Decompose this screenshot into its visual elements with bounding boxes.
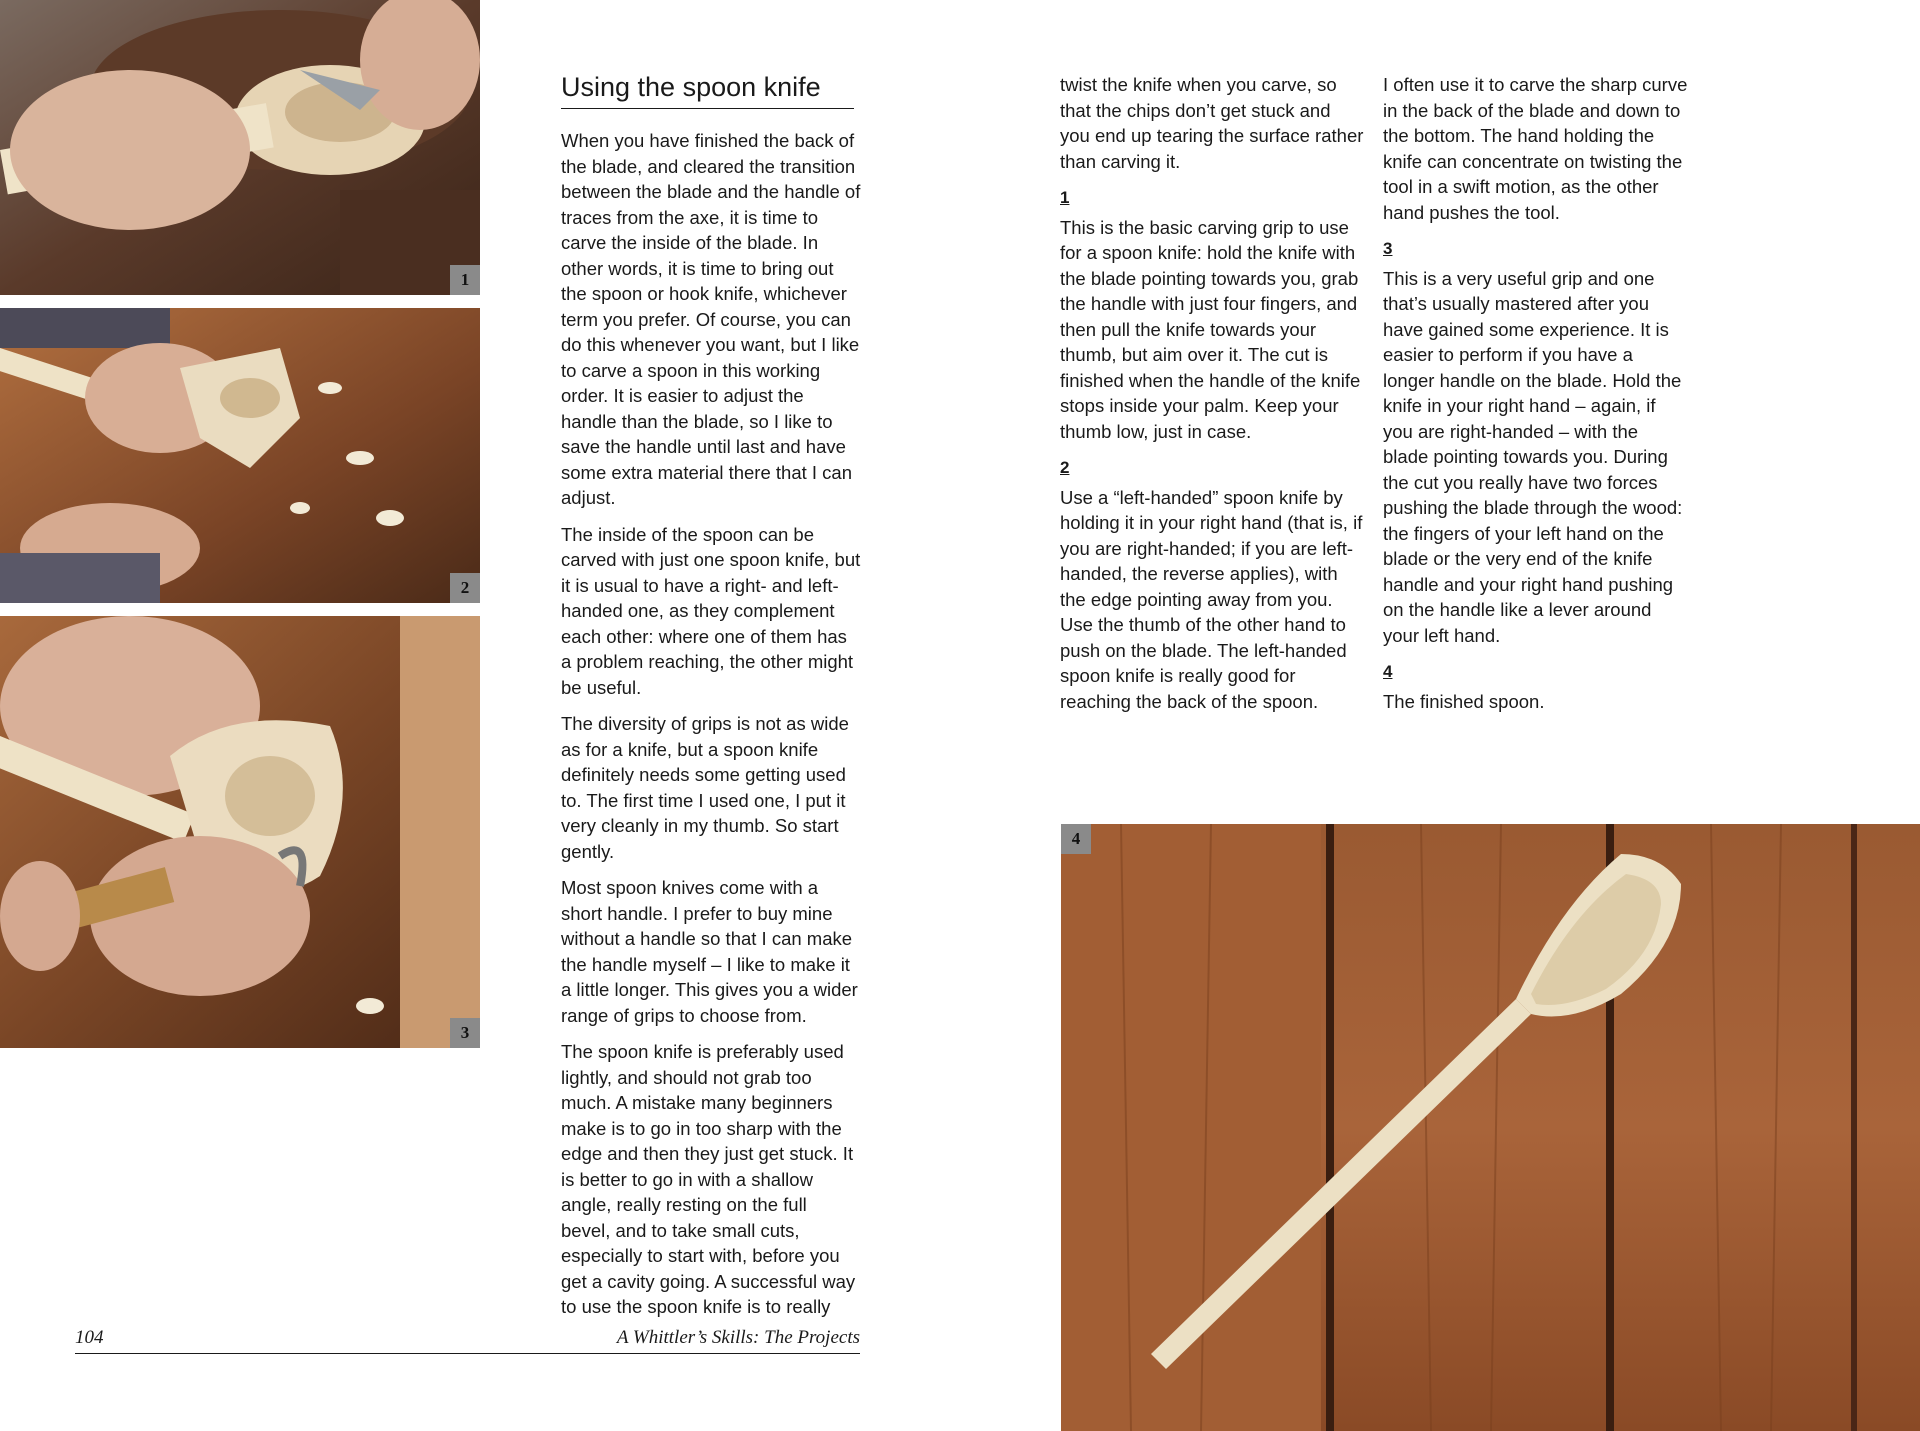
finished-spoon-photo-icon <box>1061 824 1920 1431</box>
carving-spoon-photo-icon <box>0 308 480 603</box>
text-column-3 <box>1383 72 1688 725</box>
paragraph: twist the knife when you carve, so that the chips don’t get stuck and you end up tearing the surface rather than carving it. <box>1060 74 1364 172</box>
paragraph: The diversity of grips is not as wide as for a knife, but a spoon knife definitely needs some getting used to. The first time I used one, I put it very cleanly in my thumb. So start gently. <box>561 713 849 862</box>
photo-number-4: 4 <box>1061 824 1091 854</box>
running-title: A Whittler’s Skills: The Projects <box>616 1327 860 1348</box>
photo-1 <box>0 0 480 295</box>
photo-4 <box>1061 824 1920 1431</box>
photo-3 <box>0 616 480 1048</box>
text-column-2 <box>1060 72 1365 725</box>
article-heading: Using the spoon knife <box>561 70 854 109</box>
paragraph: The inside of the spoon can be carved with just one spoon knife, but it is usual to have a right- and left-handed one, as they complement each other: where one of them has a problem reaching, the other might be useful. <box>561 523 861 698</box>
step-caption-1: This is the basic carving grip to use for a spoon knife: hold the knife with the blade pointing towards you, grab the handle with just four fingers, and then pull the knife towards your thumb, but aim over it. The cut is finished when the handle of the knife stops inside your palm. Keep your thumb low, just in case. <box>1060 216 1361 442</box>
paragraph: Most spoon knives come with a short handle. I prefer to buy mine without a handle so that I can make the handle myself – I like to make it a little longer. This gives you a wider range of grips to choose from. <box>561 877 858 1026</box>
text-column-1 <box>561 128 861 1331</box>
step-caption-4: The finished spoon. <box>1383 690 1545 712</box>
paragraph: When you have finished the back of the blade, and cleared the transition between the blade and the handle of traces from the axe, it is time to carve the inside of the blade. In other words, it is time to bring out the spoon or hook knife, whichever term you prefer. Of course, you can do this whenever you want, but I like to carve a spoon in this working order. It is easier to adjust the handle than the blade, so I like to save the handle until last and have some extra material there that I can adjust. <box>561 130 861 508</box>
page-footer <box>75 1325 860 1354</box>
step-caption-2: Use a “left-handed” spoon knife by holding it in your right hand (that is, if you are right-handed; if you are left-handed, the reverse applies), with the edge pointing away from you. Use the thumb of the other hand to push on the blade. The left-handed spoon knife is really good for reaching the back of the spoon. <box>1060 486 1363 712</box>
paragraph: I often use it to carve the sharp curve in the back of the blade and down to the bottom. The hand holding the knife can concentrate on twisting the tool in a swift motion, as the other hand pushes the tool. <box>1383 74 1688 223</box>
step-caption-3: This is a very useful grip and one that’s usually mastered after you have gained some experience. It is easier to perform if you have a longer handle on the blade. Hold the knife in your right hand – again, if you are right-handed – with the blade pointing towards you. During the cut you really have two forces pushing the blade through the wood: the fingers of your left hand on the blade or the very end of the knife handle and your right hand pushing on the handle like a lever around your left hand. <box>1383 267 1683 646</box>
step-number-2: 2 <box>1060 458 1070 477</box>
page-number: 104 <box>75 1327 104 1348</box>
step-number-4: 4 <box>1383 662 1393 681</box>
step-number-3: 3 <box>1383 239 1393 258</box>
spoon-hook-knife-photo-icon <box>0 616 480 1048</box>
photo-number-2: 2 <box>450 573 480 603</box>
paragraph: The spoon knife is preferably used lightly, and should not grab too much. A mistake many beginners make is to go in too sharp with the edge and then they just get stuck. It is better to go in with a shallow angle, really resting on the full bevel, and to take small cuts, especially to start with, before you get a cavity going. A successful way to use the spoon knife is to really <box>561 1041 856 1317</box>
carving-spoon-photo-icon <box>0 0 480 295</box>
photo-number-3: 3 <box>450 1018 480 1048</box>
step-number-1: 1 <box>1060 188 1070 207</box>
photo-2 <box>0 308 480 603</box>
photo-number-1: 1 <box>450 265 480 295</box>
